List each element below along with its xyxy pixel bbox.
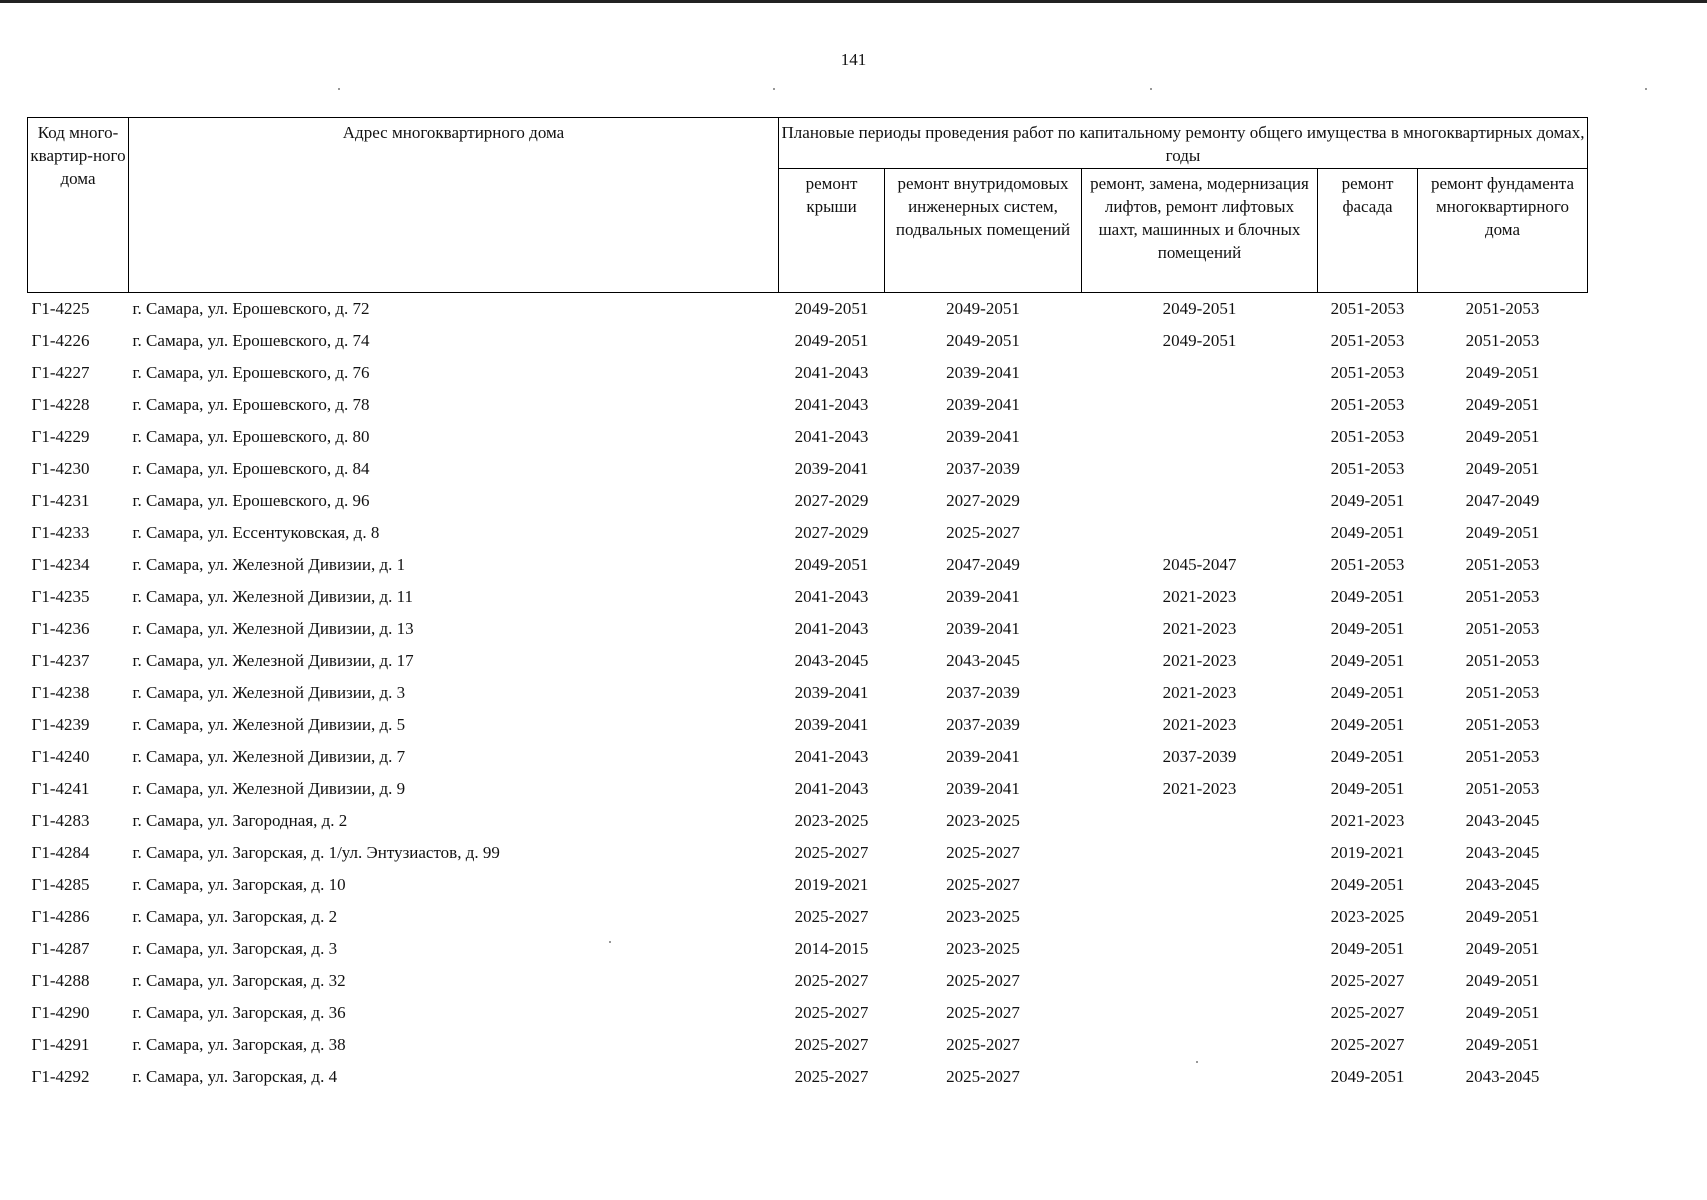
- cell-facade-period: 2051-2053: [1330, 395, 1405, 414]
- table-row: [28, 357, 1588, 389]
- cell-address: г. Самара, ул. Ерошевского, д. 84: [132, 459, 370, 478]
- cell-address: г. Самара, ул. Загорская, д. 10: [132, 875, 346, 894]
- cell-address: г. Самара, ул. Ерошевского, д. 74: [132, 331, 370, 350]
- cell-address: г. Самара, ул. Железной Дивизии, д. 13: [132, 619, 414, 638]
- cell-elevator-period: 2049-2051: [1162, 331, 1237, 350]
- cell-building-code: Г1-4237: [31, 651, 90, 670]
- table-row: [28, 325, 1588, 357]
- cell-foundation-period: 2049-2051: [1465, 1035, 1540, 1054]
- cell-building-code: Г1-4234: [31, 555, 90, 574]
- cell-elevator-period: 2021-2023: [1162, 715, 1237, 734]
- cell-engineering-period: 2023-2025: [946, 811, 1020, 830]
- cell-engineering-period: 2039-2041: [946, 779, 1020, 798]
- cell-building-code: Г1-4236: [31, 619, 90, 638]
- cell-address: г. Самара, ул. Ерошевского, д. 78: [132, 395, 370, 414]
- cell-facade-period: 2049-2051: [1330, 619, 1405, 638]
- table-row: [28, 965, 1588, 997]
- scan-speck: [1150, 88, 1152, 90]
- cell-facade-period: 2051-2053: [1330, 459, 1405, 478]
- cell-engineering-period: 2043-2045: [946, 651, 1020, 670]
- cell-elevator-period: 2021-2023: [1162, 779, 1237, 798]
- cell-roof-period: 2041-2043: [794, 427, 869, 446]
- cell-engineering-period: 2037-2039: [946, 683, 1020, 702]
- cell-building-code: Г1-4226: [31, 331, 90, 350]
- cell-elevator-period: [1082, 837, 1318, 869]
- header-engineering-systems-repair: ремонт внутридомовых инженерных систем, подвальных помещений: [885, 169, 1082, 293]
- cell-building-code: Г1-4285: [31, 875, 90, 894]
- cell-foundation-period: 2051-2053: [1465, 299, 1540, 318]
- cell-elevator-period: [1082, 485, 1318, 517]
- cell-engineering-period: 2027-2029: [946, 491, 1020, 510]
- cell-address: г. Самара, ул. Ессентуковская, д. 8: [132, 523, 380, 542]
- cell-facade-period: 2051-2053: [1330, 331, 1405, 350]
- table-row: [28, 645, 1588, 677]
- cell-foundation-period: 2049-2051: [1465, 459, 1540, 478]
- cell-building-code: Г1-4241: [31, 779, 90, 798]
- cell-elevator-period: [1082, 805, 1318, 837]
- cell-building-code: Г1-4283: [31, 811, 90, 830]
- cell-facade-period: 2049-2051: [1330, 683, 1405, 702]
- cell-foundation-period: 2043-2045: [1465, 1067, 1540, 1086]
- table-row: [28, 293, 1588, 326]
- cell-facade-period: 2049-2051: [1330, 715, 1405, 734]
- cell-engineering-period: 2025-2027: [946, 1035, 1020, 1054]
- cell-elevator-period: [1082, 389, 1318, 421]
- cell-facade-period: 2021-2023: [1330, 811, 1405, 830]
- cell-facade-period: 2049-2051: [1330, 523, 1405, 542]
- cell-elevator-period: 2049-2051: [1162, 299, 1237, 318]
- cell-foundation-period: 2049-2051: [1465, 363, 1540, 382]
- table-row: [28, 421, 1588, 453]
- header-facade-repair: ремонт фасада: [1318, 169, 1418, 293]
- cell-elevator-period: [1082, 517, 1318, 549]
- table-row: [28, 453, 1588, 485]
- cell-foundation-period: 2051-2053: [1465, 555, 1540, 574]
- cell-address: г. Самара, ул. Загорская, д. 32: [132, 971, 346, 990]
- cell-engineering-period: 2039-2041: [946, 427, 1020, 446]
- table-row: [28, 837, 1588, 869]
- cell-elevator-period: 2021-2023: [1162, 683, 1237, 702]
- cell-foundation-period: 2051-2053: [1465, 683, 1540, 702]
- cell-address: г. Самара, ул. Загорская, д. 38: [132, 1035, 346, 1054]
- cell-building-code: Г1-4239: [31, 715, 90, 734]
- cell-roof-period: 2039-2041: [794, 715, 869, 734]
- cell-building-code: Г1-4286: [31, 907, 90, 926]
- cell-facade-period: 2051-2053: [1330, 555, 1405, 574]
- cell-foundation-period: 2051-2053: [1465, 715, 1540, 734]
- cell-address: г. Самара, ул. Загорская, д. 3: [132, 939, 338, 958]
- cell-roof-period: 2041-2043: [794, 747, 869, 766]
- cell-facade-period: 2049-2051: [1330, 587, 1405, 606]
- table-row: [28, 997, 1588, 1029]
- cell-building-code: Г1-4230: [31, 459, 90, 478]
- table-body: [28, 293, 1588, 1094]
- top-border-line: [0, 0, 1707, 3]
- cell-building-code: Г1-4292: [31, 1067, 90, 1086]
- cell-engineering-period: 2025-2027: [946, 523, 1020, 542]
- cell-roof-period: 2025-2027: [794, 843, 869, 862]
- table-row: [28, 741, 1588, 773]
- cell-facade-period: 2051-2053: [1330, 363, 1405, 382]
- table-row: [28, 1061, 1588, 1093]
- cell-elevator-period: 2045-2047: [1162, 555, 1237, 574]
- cell-address: г. Самара, ул. Железной Дивизии, д. 1: [132, 555, 406, 574]
- cell-engineering-period: 2023-2025: [946, 907, 1020, 926]
- cell-engineering-period: 2025-2027: [946, 843, 1020, 862]
- cell-roof-period: 2049-2051: [794, 331, 869, 350]
- cell-roof-period: 2023-2025: [794, 811, 869, 830]
- header-building-code: Код много-квартир-ного дома: [28, 118, 129, 293]
- table-row: [28, 901, 1588, 933]
- cell-elevator-period: [1082, 933, 1318, 965]
- cell-foundation-period: 2043-2045: [1465, 811, 1540, 830]
- cell-address: г. Самара, ул. Загорская, д. 1/ул. Энтузиастов, д. 99: [132, 843, 500, 862]
- cell-elevator-period: [1082, 965, 1318, 997]
- cell-elevator-period: [1082, 1029, 1318, 1061]
- cell-address: г. Самара, ул. Загорская, д. 36: [132, 1003, 346, 1022]
- cell-facade-period: 2019-2021: [1330, 843, 1405, 862]
- cell-elevator-period: [1082, 357, 1318, 389]
- cell-roof-period: 2025-2027: [794, 1035, 869, 1054]
- header-roof-repair: ремонт крыши: [779, 169, 885, 293]
- cell-roof-period: 2019-2021: [794, 875, 869, 894]
- cell-building-code: Г1-4287: [31, 939, 90, 958]
- cell-engineering-period: 2025-2027: [946, 1067, 1020, 1086]
- cell-address: г. Самара, ул. Ерошевского, д. 72: [132, 299, 370, 318]
- cell-address: г. Самара, ул. Загорская, д. 4: [132, 1067, 338, 1086]
- cell-roof-period: 2041-2043: [794, 619, 869, 638]
- cell-address: г. Самара, ул. Ерошевского, д. 96: [132, 491, 370, 510]
- cell-elevator-period: [1082, 901, 1318, 933]
- cell-engineering-period: 2039-2041: [946, 587, 1020, 606]
- cell-facade-period: 2049-2051: [1330, 747, 1405, 766]
- cell-facade-period: 2025-2027: [1330, 971, 1405, 990]
- cell-address: г. Самара, ул. Ерошевского, д. 76: [132, 363, 370, 382]
- cell-roof-period: 2014-2015: [794, 939, 869, 958]
- cell-engineering-period: 2037-2039: [946, 715, 1020, 734]
- cell-building-code: Г1-4240: [31, 747, 90, 766]
- cell-facade-period: 2049-2051: [1330, 875, 1405, 894]
- cell-roof-period: 2027-2029: [794, 523, 869, 542]
- cell-building-code: Г1-4233: [31, 523, 90, 542]
- cell-foundation-period: 2051-2053: [1465, 619, 1540, 638]
- table-row: [28, 709, 1588, 741]
- scan-speck: [773, 88, 775, 90]
- header-elevator-repair: ремонт, замена, модернизация лифтов, ремонт лифтовых шахт, машинных и блочных помещений: [1082, 169, 1318, 293]
- cell-facade-period: 2049-2051: [1330, 779, 1405, 798]
- cell-address: г. Самара, ул. Загорская, д. 2: [132, 907, 338, 926]
- table-row: [28, 613, 1588, 645]
- cell-engineering-period: 2025-2027: [946, 971, 1020, 990]
- cell-roof-period: 2041-2043: [794, 395, 869, 414]
- cell-address: г. Самара, ул. Железной Дивизии, д. 3: [132, 683, 406, 702]
- cell-elevator-period: 2021-2023: [1162, 651, 1237, 670]
- cell-building-code: Г1-4291: [31, 1035, 90, 1054]
- cell-engineering-period: 2039-2041: [946, 619, 1020, 638]
- table-row: [28, 773, 1588, 805]
- cell-building-code: Г1-4225: [31, 299, 90, 318]
- scan-speck: [1645, 88, 1647, 90]
- cell-building-code: Г1-4290: [31, 1003, 90, 1022]
- cell-address: г. Самара, ул. Железной Дивизии, д. 11: [132, 587, 413, 606]
- cell-facade-period: 2025-2027: [1330, 1003, 1405, 1022]
- cell-roof-period: 2049-2051: [794, 299, 869, 318]
- cell-engineering-period: 2039-2041: [946, 363, 1020, 382]
- cell-address: г. Самара, ул. Железной Дивизии, д. 9: [132, 779, 406, 798]
- table-row: [28, 485, 1588, 517]
- cell-building-code: Г1-4284: [31, 843, 90, 862]
- cell-roof-period: 2025-2027: [794, 1067, 869, 1086]
- cell-building-code: Г1-4231: [31, 491, 90, 510]
- cell-elevator-period: [1082, 421, 1318, 453]
- header-foundation-repair: ремонт фундамента многоквартирного дома: [1418, 169, 1588, 293]
- cell-foundation-period: 2047-2049: [1465, 491, 1540, 510]
- cell-address: г. Самара, ул. Железной Дивизии, д. 7: [132, 747, 406, 766]
- cell-engineering-period: 2049-2051: [946, 331, 1020, 350]
- cell-address: г. Самара, ул. Загородная, д. 2: [132, 811, 348, 830]
- cell-roof-period: 2025-2027: [794, 1003, 869, 1022]
- table-row: [28, 581, 1588, 613]
- cell-roof-period: 2025-2027: [794, 971, 869, 990]
- cell-facade-period: 2049-2051: [1330, 491, 1405, 510]
- header-address: Адрес многоквартирного дома: [129, 118, 779, 293]
- cell-foundation-period: 2049-2051: [1465, 907, 1540, 926]
- cell-engineering-period: 2039-2041: [946, 395, 1020, 414]
- cell-facade-period: 2049-2051: [1330, 939, 1405, 958]
- cell-foundation-period: 2051-2053: [1465, 747, 1540, 766]
- cell-elevator-period: 2021-2023: [1162, 619, 1237, 638]
- table-row: [28, 869, 1588, 901]
- cell-foundation-period: 2049-2051: [1465, 939, 1540, 958]
- cell-facade-period: 2051-2053: [1330, 427, 1405, 446]
- cell-facade-period: 2049-2051: [1330, 651, 1405, 670]
- cell-roof-period: 2039-2041: [794, 459, 869, 478]
- cell-foundation-period: 2043-2045: [1465, 843, 1540, 862]
- cell-foundation-period: 2051-2053: [1465, 331, 1540, 350]
- cell-foundation-period: 2049-2051: [1465, 971, 1540, 990]
- cell-address: г. Самара, ул. Железной Дивизии, д. 17: [132, 651, 414, 670]
- cell-engineering-period: 2049-2051: [946, 299, 1020, 318]
- cell-address: г. Самара, ул. Ерошевского, д. 80: [132, 427, 370, 446]
- cell-roof-period: 2043-2045: [794, 651, 869, 670]
- cell-roof-period: 2025-2027: [794, 907, 869, 926]
- cell-facade-period: 2023-2025: [1330, 907, 1405, 926]
- cell-roof-period: 2041-2043: [794, 363, 869, 382]
- header-planned-periods: Плановые периоды проведения работ по капитальному ремонту общего имущества в многоквартирных домах, годы: [779, 118, 1588, 169]
- cell-engineering-period: 2025-2027: [946, 1003, 1020, 1022]
- cell-foundation-period: 2049-2051: [1465, 427, 1540, 446]
- table-row: [28, 389, 1588, 421]
- cell-elevator-period: 2021-2023: [1162, 587, 1237, 606]
- table-row: [28, 1029, 1588, 1061]
- cell-engineering-period: 2047-2049: [946, 555, 1020, 574]
- cell-facade-period: 2025-2027: [1330, 1035, 1405, 1054]
- cell-roof-period: 2039-2041: [794, 683, 869, 702]
- cell-engineering-period: 2023-2025: [946, 939, 1020, 958]
- cell-elevator-period: [1082, 1061, 1318, 1093]
- cell-foundation-period: 2051-2053: [1465, 779, 1540, 798]
- table-row: [28, 677, 1588, 709]
- cell-building-code: Г1-4229: [31, 427, 90, 446]
- cell-elevator-period: [1082, 997, 1318, 1029]
- cell-engineering-period: 2025-2027: [946, 875, 1020, 894]
- table-row: [28, 517, 1588, 549]
- cell-engineering-period: 2039-2041: [946, 747, 1020, 766]
- table-row: [28, 549, 1588, 581]
- cell-building-code: Г1-4235: [31, 587, 90, 606]
- cell-elevator-period: [1082, 453, 1318, 485]
- cell-foundation-period: 2049-2051: [1465, 523, 1540, 542]
- cell-address: г. Самара, ул. Железной Дивизии, д. 5: [132, 715, 406, 734]
- cell-foundation-period: 2049-2051: [1465, 395, 1540, 414]
- cell-foundation-period: 2051-2053: [1465, 651, 1540, 670]
- table-row: [28, 933, 1588, 965]
- cell-roof-period: 2027-2029: [794, 491, 869, 510]
- cell-foundation-period: 2051-2053: [1465, 587, 1540, 606]
- cell-roof-period: 2049-2051: [794, 555, 869, 574]
- capital-repair-schedule-table: [27, 117, 1588, 1093]
- cell-elevator-period: [1082, 869, 1318, 901]
- cell-elevator-period: 2037-2039: [1162, 747, 1237, 766]
- cell-building-code: Г1-4238: [31, 683, 90, 702]
- table-row: [28, 805, 1588, 837]
- cell-roof-period: 2041-2043: [794, 779, 869, 798]
- cell-building-code: Г1-4228: [31, 395, 90, 414]
- cell-engineering-period: 2037-2039: [946, 459, 1020, 478]
- page-number: 141: [840, 50, 867, 69]
- cell-foundation-period: 2049-2051: [1465, 1003, 1540, 1022]
- cell-foundation-period: 2043-2045: [1465, 875, 1540, 894]
- cell-facade-period: 2051-2053: [1330, 299, 1405, 318]
- cell-building-code: Г1-4227: [31, 363, 90, 382]
- cell-building-code: Г1-4288: [31, 971, 90, 990]
- scan-speck: [338, 88, 340, 90]
- cell-roof-period: 2041-2043: [794, 587, 869, 606]
- cell-facade-period: 2049-2051: [1330, 1067, 1405, 1086]
